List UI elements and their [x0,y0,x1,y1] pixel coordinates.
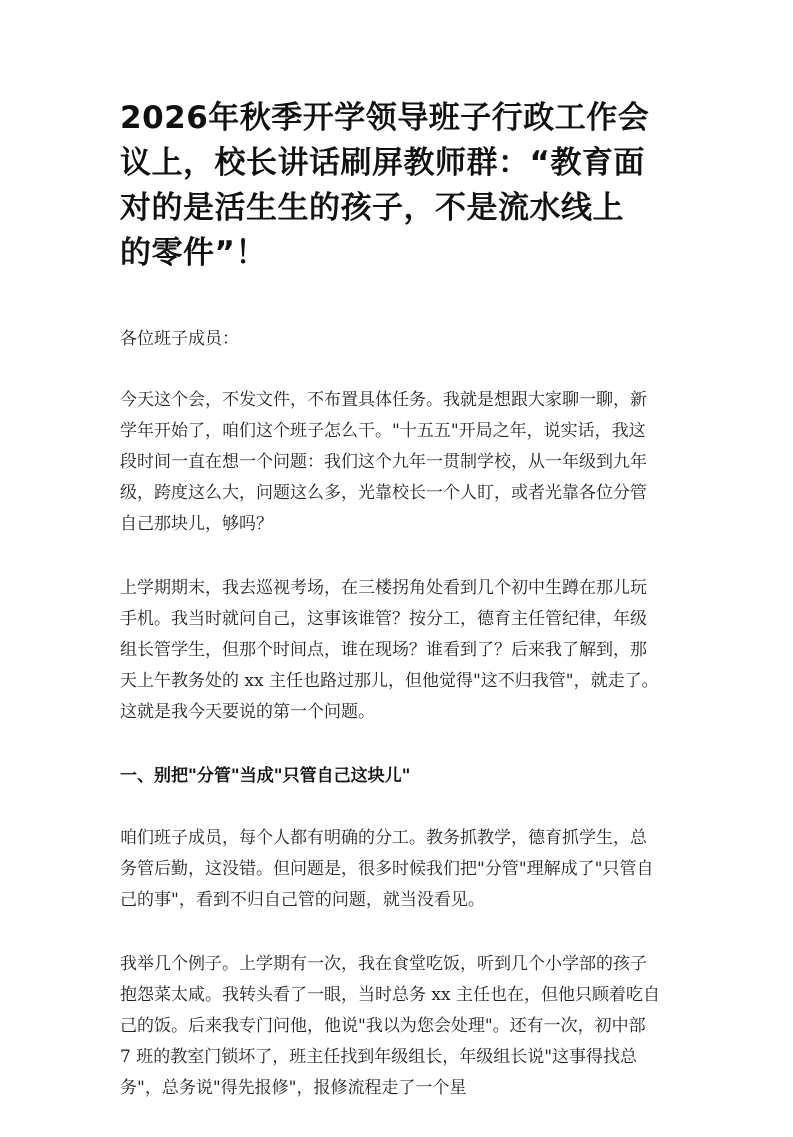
document-title: 2026年秋季开学领导班子行政工作会议上，校长讲话刷屏教师群：“教育面对的是活生生的孩子，不是流水线上的零件”！ [120,100,650,271]
body-paragraph-2: 上学期期末，我去巡视考场，在三楼拐角处看到几个初中生蹲在那儿玩手机。我当时就问自己，这事该谁管？按分工，德育主任管纪律，年级组长管学生，但那个时间点，谁在现场？谁看到了？后来我了解到，那天上午教务处的 xx 主任也路过那儿，但他觉得"这不归我管"，就走了。这就是我今天要说的第一个问题。 [120,578,659,722]
section-1-paragraph-2: 我举几个例子。上学期有一次，我在食堂吃饭，听到几个小学部的孩子抱怨菜太咸。我转头看了一眼，当时总务 xx 主任也在，但他只顾着吃自己的饭。后来我专门问他，他说"我以为您会处理"。还有一次，初中部 7 班的教室门锁坏了，班主任找到年级组长，年级组长说"这事得找总务"，总务说"得先报修"，报修流程走了一个星 [120,954,660,1098]
section-1-paragraph-1: 咱们班子成员，每个人都有明确的分工。教务抓教学，德育抓学生，总务管后勤，这没错。但问题是，很多时候我们把"分管"理解成了"只管自己的事"，看到不归自己管的问题，就当没看见。 [120,828,654,910]
section-heading-1: 一、别把"分管"当成"只管自己这块儿" [120,766,411,786]
body-paragraph-1: 今天这个会，不发文件，不布置具体任务。我就是想跟大家聊一聊，新学年开始了，咱们这个班子怎么干。"十五五"开局之年，说实话，我这段时间一直在想一个问题：我们这个九年一贯制学校，从一年级到九年级，跨度这么大，问题这么多，光靠校长一个人盯，或者光靠各位分管自己那块儿，够吗？ [120,390,647,534]
document-page [120,96,670,1137]
salutation: 各位班子成员： [120,329,239,349]
